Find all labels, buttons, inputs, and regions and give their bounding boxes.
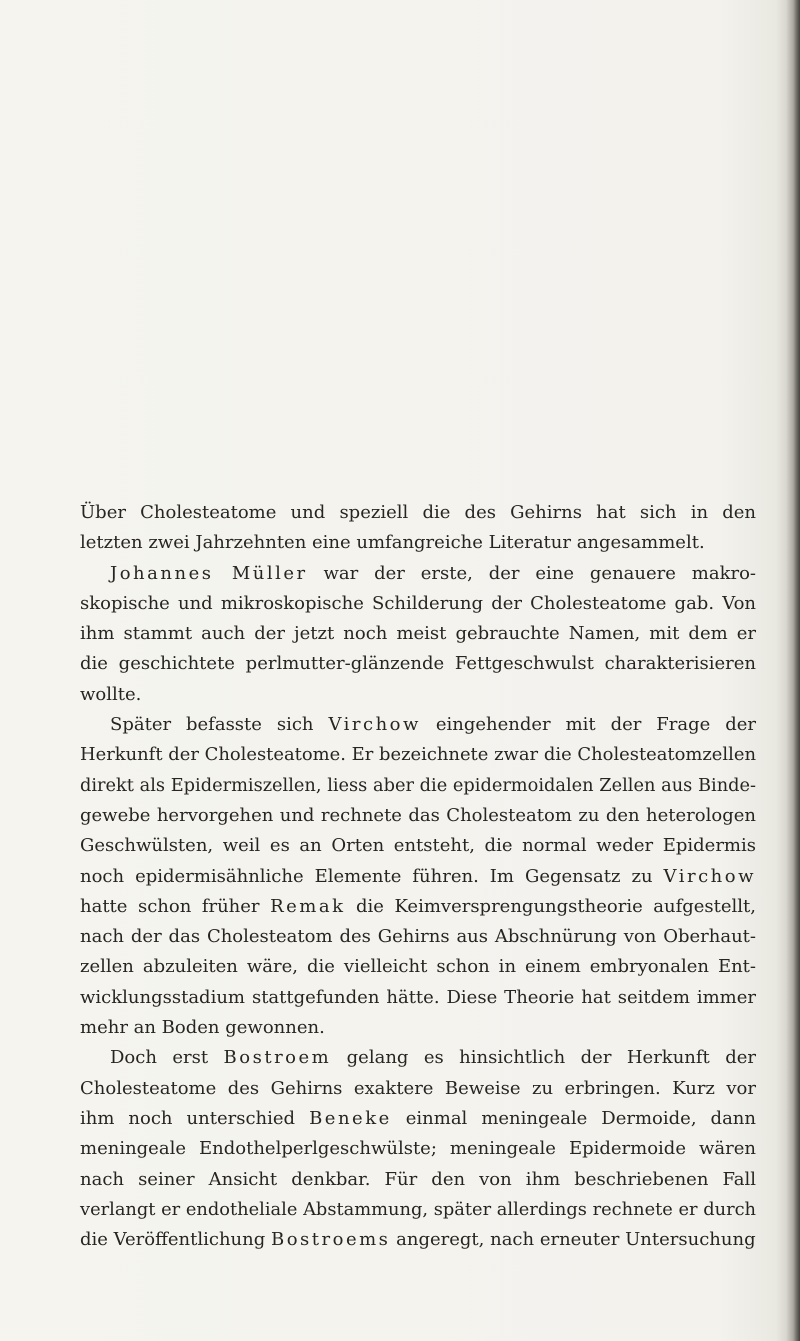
paragraph [80, 1043, 756, 1255]
spaced-name: Bostroem [223, 1047, 332, 1069]
text-segment: noch epidermisähnliche Elemente führen. Im Gegensatz zu [80, 865, 664, 887]
text-line [80, 831, 756, 861]
text-segment: wicklungsstadium stattgefunden hätte. Diese Theorie hat seitdem immer [80, 986, 756, 1008]
spaced-name: Virchow [328, 714, 421, 736]
text-line [80, 892, 756, 922]
text-line [80, 528, 756, 558]
text-segment: gewebe hervorgehen und rechnete das Cholesteatom zu den heterologen [80, 804, 756, 826]
spaced-name: Johannes Müller [110, 562, 308, 584]
text-segment: mehr an Boden gewonnen. [80, 1017, 325, 1039]
text-segment: einmal meningeale Dermoide, dann [391, 1107, 756, 1129]
text-segment: nach der das Cholesteatom des Gehirns aus Abschnürung von Oberhaut- [80, 926, 756, 948]
text-line [80, 740, 756, 770]
text-line [80, 952, 756, 982]
text-segment: Später befasste sich [110, 714, 329, 736]
text-line [80, 1043, 756, 1073]
text-line [80, 1195, 756, 1225]
text-line [80, 983, 756, 1013]
spaced-name: Beneke [309, 1107, 392, 1129]
spaced-name: Virchow [663, 865, 756, 887]
text-segment: Doch erst [110, 1047, 224, 1069]
text-segment: direkt als Epidermiszellen, liess aber die epidermoidalen Zellen aus Binde- [80, 775, 756, 796]
text-segment: die Keimversprengungstheorie aufgestellt, [345, 895, 756, 917]
text-segment: Cholesteatome des Gehirns exaktere Beweise zu erbringen. Kurz vor [80, 1077, 756, 1099]
text-segment: letzten zwei Jahrzehnten eine umfangreiche Literatur angesammelt. [80, 532, 705, 554]
text-line [80, 649, 756, 679]
text-line [80, 1225, 756, 1255]
text-segment: Geschwülsten, weil es an Orten entsteht, die normal weder Epidermis [80, 835, 756, 857]
text-line [80, 801, 756, 831]
text-line [80, 680, 756, 710]
page-edge-shadow [786, 0, 800, 1341]
text-line [80, 1104, 756, 1134]
text-line [80, 710, 756, 740]
paragraph [80, 559, 756, 710]
text-segment: meningeale Endothelperlgeschwülste; meningeale Epidermoide wären [80, 1138, 756, 1160]
text-segment: verlangt er endotheliale Abstammung, später allerdings rechnete er durch [80, 1198, 757, 1220]
spaced-name: Remak [270, 895, 346, 917]
spaced-name: Bostroems [270, 1229, 391, 1251]
text-line [80, 559, 756, 589]
text-segment: war der erste, der eine genauere makro- [307, 562, 757, 584]
text-line [80, 498, 756, 528]
text-segment: eingehender mit der Frage der [420, 714, 756, 736]
text-line [80, 1013, 756, 1043]
paragraph [80, 498, 756, 559]
text-segment: angeregt, nach erneuter Untersuchung [390, 1229, 756, 1251]
text-line [80, 619, 756, 649]
text-segment: gelang es hinsichtlich der Herkunft der [331, 1047, 756, 1069]
text-line [80, 922, 756, 952]
text-segment: zellen abzuleiten wäre, die vielleicht schon in einem embryonalen Ent- [80, 956, 756, 978]
body-text [80, 498, 756, 1255]
text-line [80, 771, 756, 801]
text-segment: hatte schon früher [80, 895, 271, 917]
text-segment: skopische und mikroskopische Schilderung der Cholesteatome gab. Von [80, 592, 756, 614]
text-segment: Herkunft der Cholesteatome. Er bezeichnete zwar die Cholesteatomzellen [80, 744, 756, 766]
text-segment: wollte. [80, 683, 142, 705]
text-segment: ihm noch unterschied [80, 1107, 310, 1129]
text-line [80, 589, 756, 619]
text-line [80, 862, 756, 892]
text-segment: ihm stammt auch der jetzt noch meist gebrauchte Namen, mit dem er [80, 623, 756, 645]
text-line [80, 1134, 756, 1164]
paragraph [80, 710, 756, 1043]
text-segment: nach seiner Ansicht denkbar. Für den von ihm beschriebenen Fall [80, 1168, 756, 1190]
text-line [80, 1165, 756, 1195]
text-segment: die geschichtete perlmutter-glänzende Fettgeschwulst charakterisieren [80, 653, 756, 675]
text-segment: Über Cholesteatome und speziell die des Gehirns hat sich in den [80, 502, 756, 523]
text-segment: die Veröffentlichung [80, 1229, 271, 1251]
text-line [80, 1074, 756, 1104]
